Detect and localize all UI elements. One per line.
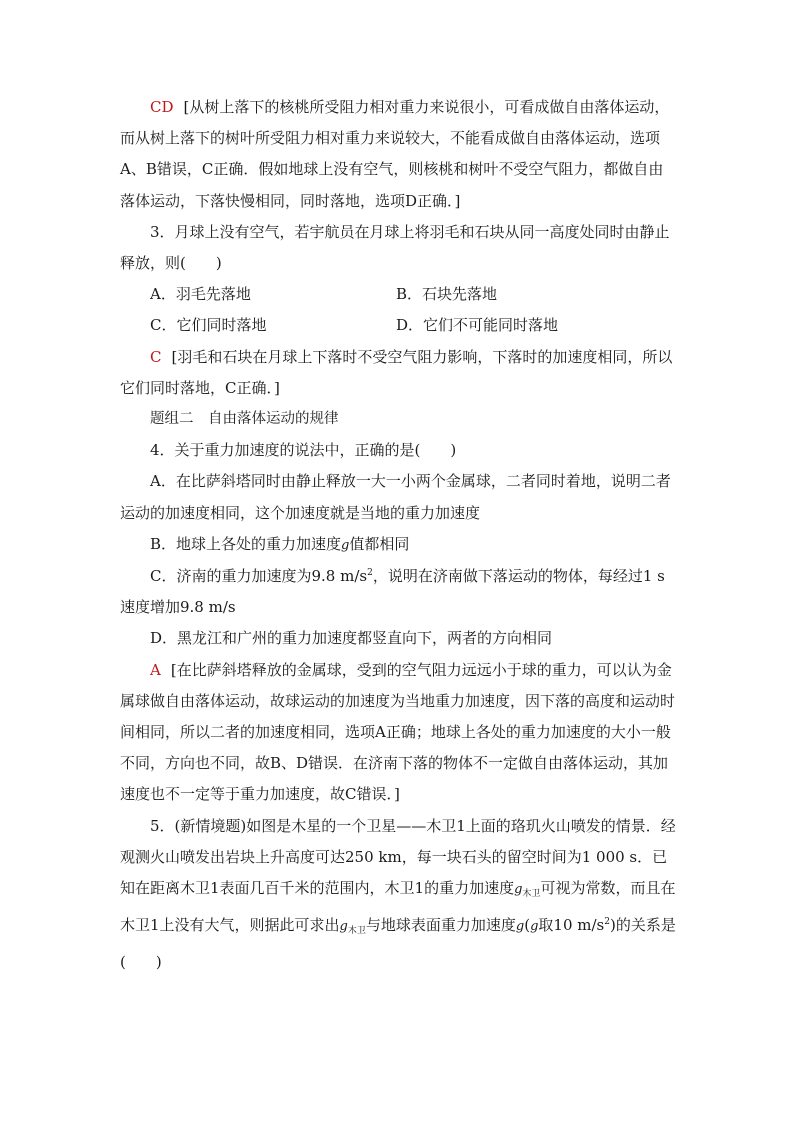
subscript: 木卫 [522, 889, 541, 900]
q5-text: 与地球表面重力加速度 [365, 916, 516, 935]
question-3-stem: 3．月球上没有空气，若宇航员在月球上将羽毛和石块从同一高度处同时由静止释放，则( ) [120, 222, 670, 273]
section-title: 题组二 自由落体运动的规律 [150, 411, 339, 428]
option-c-text: C．济南的重力加速度为9.8 m/s [150, 567, 368, 586]
answer-q2 [120, 92, 678, 217]
answer-letter: CD [150, 98, 174, 116]
answer-q3 [120, 342, 678, 404]
answer-explanation: [羽毛和石块在月球上下落时不受空气阻力影响，下落时的加速度相同，所以它们同时落地，C正确．] [120, 347, 673, 397]
subscript: 木卫 [347, 926, 366, 937]
answer-explanation: [在比萨斜塔释放的金属球，受到的空气阻力远远小于球的重力，可以认为金属球做自由落体运动，故球运动的加速度为当地重力加速度，因下落的高度和运动时间相同，所以二者的加速度相同，选项A正确；地球上各处的重力加速度的大小一般不同，方向也不同，故B、D错误．在济南下落的物体不一定做自由落体运动，其加速度也不一定等于重力加速度，故C错误．] [120, 660, 676, 804]
answer-letter: A [150, 660, 161, 679]
q5-text: 5．(新情境题)如图是木星的一个卫星——木卫1上面的珞玑火山喷发的情景．经观测火山喷发出岩块上升高度可达250 km，每一块石头的留空时间为1 000 s．已知在距离木卫1表面几百千米的范围内，木卫1的重力加速度 [120, 816, 676, 898]
answer-explanation: [从树上落下的核桃所受阻力相对重力来说很小，可看成做自由落体运动，而从树上落下的树叶所受阻力相对重力来说较大，不能看成做自由落体运动，选项A、B错误，C正确．假如地球上没有空气，则核桃和树叶不受空气阻力，都做自由落体运动，下落快慢相同，同时落地，选项D正确．] [120, 98, 670, 210]
option-a: A．在比萨斜塔同时由静止释放一大一小两个金属球，二者同时着地，说明二者运动的加速度相同，这个加速度就是当地的重力加速度 [120, 472, 671, 522]
question-5-stem [120, 811, 678, 979]
option-a: A．羽毛先落地 [150, 285, 251, 304]
option-c-text-end: ，说明在济南做下落运动的物体，每经过1 s速度增加9.8 m/s [120, 567, 665, 617]
question-3-options-row-1 [120, 279, 678, 310]
option-b [120, 529, 678, 561]
q5-text: 可视为常数，而且在木卫1上没有大气，则据此可求出 [120, 879, 676, 935]
q5-text: 取10 m/s [538, 916, 605, 935]
answer-letter: C [150, 347, 162, 366]
g-symbol: g [339, 919, 348, 935]
option-c [120, 561, 678, 623]
answer-q4 [120, 655, 678, 811]
superscript: 2 [367, 568, 373, 579]
option-c: C．它们同时落地 [150, 316, 267, 335]
question-4-stem: 4．关于重力加速度的说法中，正确的是( ) [150, 441, 457, 460]
question-3-options-row-2 [120, 310, 678, 341]
g-symbol: g [341, 537, 350, 553]
g-symbol: g [515, 919, 525, 935]
q5-text: ( [524, 916, 531, 935]
option-b: B．石块先落地 [396, 285, 498, 304]
g-symbol: g [530, 919, 539, 935]
q5-text: )的关系是( ) [120, 916, 676, 972]
option-d: D．黑龙江和广州的重力加速度都竖直向下，两者的方向相同 [150, 629, 553, 648]
superscript: 2 [604, 917, 610, 928]
document-body [120, 92, 678, 979]
option-b-text: B．地球上各处的重力加速度 [150, 534, 342, 553]
g-symbol: g [514, 882, 523, 898]
option-d: D．它们不可能同时落地 [396, 316, 559, 335]
option-b-text-end: 值都相同 [349, 534, 410, 553]
